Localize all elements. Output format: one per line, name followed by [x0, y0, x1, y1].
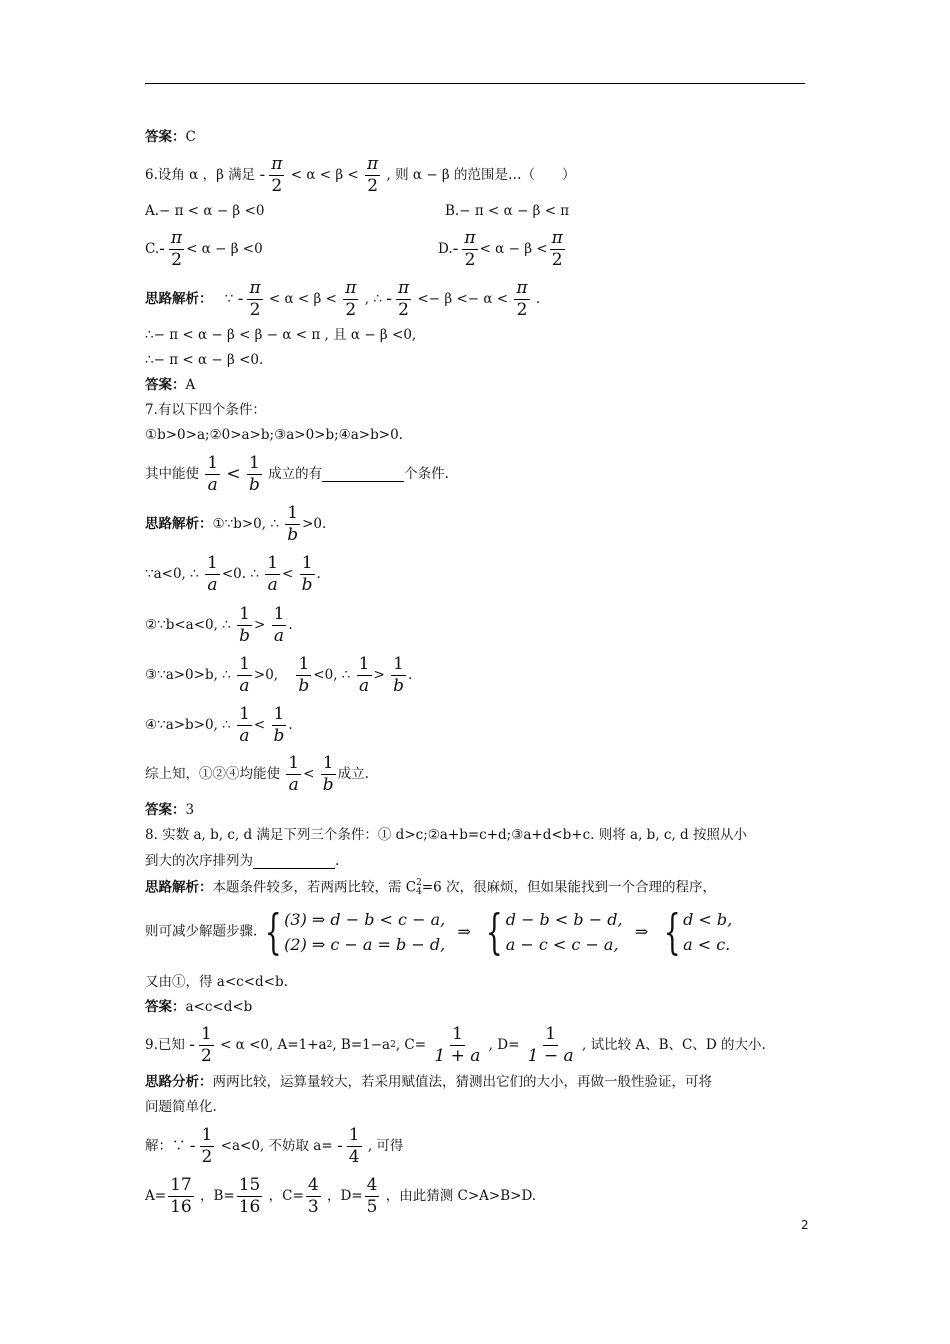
fraction: $\frac{1}{1 - a}$	[527, 1024, 574, 1066]
answer-prev: 答案：C	[145, 129, 196, 145]
fraction: $\frac{4}{5}$	[366, 1175, 378, 1217]
fraction: $\frac{1}{b}$	[273, 704, 285, 746]
q8-stem-1: 8. 实数 a, b, c, d 满足下列三个条件：① d>c;②a+b=c+d;③a+d<b+c. 则将 a, b, c, d 按照从小	[145, 827, 747, 843]
q8-solution-3: 又由①，得 a<c<d<b.	[145, 974, 288, 990]
q9-solution-1: 思路分析：两两比较，运算量较大，若采用赋值法，猜测出它们的大小，再做一般性验证，可将	[145, 1074, 712, 1090]
answer-blank	[253, 854, 335, 869]
fraction: $\frac{1}{a}$	[288, 753, 300, 795]
q6-solution-line2: ∴− π < α − β < β − α < π , 且 α − β <0,	[145, 327, 417, 343]
q6-option-c: C.- $\frac{\pi}{2}$ < α − β <0	[145, 228, 263, 270]
fraction: $\frac{1}{b}$	[239, 604, 250, 646]
fraction: $\frac{15}{16}$	[238, 1175, 261, 1217]
fraction: $\frac{1}{a}$	[273, 604, 285, 646]
fraction: $\frac{\pi}{2}$	[397, 278, 410, 320]
fraction: $\frac{\pi}{2}$	[551, 228, 563, 270]
q7-stem: 7.有以下四个条件：	[145, 402, 266, 418]
fraction: $\frac{1}{b}$	[298, 654, 310, 696]
equation-system-2: { d − b < b − d, a − c < c − a,	[486, 904, 623, 960]
q7-solution-1: 思路解析：①∵b>0, ∴ $\frac{1}{b}$ >0.	[145, 503, 327, 545]
answer-blank	[322, 467, 404, 482]
fraction: $\frac{1}{a}$	[267, 553, 279, 595]
fraction: $\frac{17}{16}$	[170, 1175, 192, 1217]
fraction: $\frac{\pi}{2}$	[367, 154, 379, 196]
fraction: $\frac{\pi}{2}$	[345, 278, 357, 320]
q6-answer: 答案：A	[145, 377, 196, 393]
fraction: $\frac{1}{b}$	[248, 453, 260, 495]
q7-solution-6: 综上知，①②④均能使 $\frac{1}{a}$ < $\frac{1}{b}$ 成立.	[145, 753, 369, 795]
equation-system-1: { (3) ⇒ d − b < c − a, (2) ⇒ c − a = b − d,	[264, 904, 446, 960]
q7-conditions: ①b>0>a;②0>a>b;③a>0>b;④a>b>0.	[145, 427, 403, 443]
q7-solution-3: ②∵b<a<0, ∴ $\frac{1}{b}$ > $\frac{1}{a}$ .	[145, 604, 293, 646]
q7-solution-4: ③∵a>0>b, ∴ $\frac{1}{a}$ >0, $\frac{1}{b}$ <0, ∴ $\frac{1}{a}$ > $\frac{1}{b}$ .	[145, 654, 413, 696]
equation-system-3: { d < b, a < c.	[663, 904, 733, 960]
q7-solution-2: ∵a<0, ∴ $\frac{1}{a}$ <0. ∴ $\frac{1}{a}$ < $\frac{1}{b}$ .	[145, 553, 321, 595]
q6-option-d: D.- $\frac{\pi}{2}$ < α − β < $\frac{\pi}{2}$	[438, 228, 563, 270]
header-rule	[145, 83, 805, 84]
q9-solution-2: 问题简单化.	[145, 1099, 217, 1115]
fraction: $\frac{\pi}{2}$	[516, 278, 528, 320]
fraction: $\frac{1}{1 + a}$	[434, 1024, 481, 1066]
fraction: $\frac{1}{2}$	[201, 1125, 213, 1167]
fraction: $\frac{1}{a}$	[239, 654, 250, 696]
q9-values: A= $\frac{17}{16}$ ，B= $\frac{15}{16}$ ，C= $\frac{4}{3}$ ，D= $\frac{4}{5}$ ，由此猜测 C>A>B>D.	[145, 1175, 537, 1217]
fraction: $\frac{1}{b}$	[322, 753, 334, 795]
fraction: $\frac{1}{a}$	[239, 704, 250, 746]
fraction: $\frac{1}{a}$	[358, 654, 370, 696]
q6-option-b: B.− π < α − β < π	[445, 203, 570, 219]
q7-question: 其中能使 $\frac{1}{a}$ < $\frac{1}{b}$ 成立的有 个条件.	[145, 453, 449, 495]
q6-option-a: A.− π < α − β <0	[145, 203, 265, 219]
fraction: $\frac{1}{b}$	[393, 654, 404, 696]
fraction: $\frac{1}{a}$	[207, 553, 218, 595]
fraction: $\frac{1}{4}$	[348, 1125, 360, 1167]
q6-solution-line3: ∴− π < α − β <0.	[145, 352, 264, 368]
fraction: $\frac{1}{a}$	[207, 453, 219, 495]
q8-solution-2: 则可减少解题步骤. { (3) ⇒ d − b < c − a, (2) ⇒ c − a = b − d, ⇒ { d − b < b − d, a − c < c − a, ⇒ { d < b, a < c.	[145, 904, 733, 960]
q6-solution: 思路解析： ∵ - $\frac{\pi}{2}$ < α < β < $\frac{\pi}{2}$ , ∴ - $\frac{\pi}{2}$ <− β <− α < $\frac{\pi}{2}$ .	[145, 278, 541, 320]
q8-solution-1: 思路解析：本题条件较多，若两两比较，需 C 2 4 =6 次，很麻烦，但如果能找到一个合理的程序，	[145, 878, 717, 897]
q8-answer: 答案：a<c<d<b	[145, 999, 253, 1015]
q7-answer: 答案：3	[145, 802, 195, 818]
fraction: $\frac{\pi}{2}$	[249, 278, 261, 320]
fraction: $\frac{\pi}{2}$	[271, 154, 283, 196]
q6-stem: 6.设角 α ，β 满足 - $\frac{\pi}{2}$ < α < β < $\frac{\pi}{2}$ , 则 α − β 的范围是…（ ）	[145, 154, 576, 196]
q7-solution-5: ④∵a>b>0, ∴ $\frac{1}{a}$ < $\frac{1}{b}$ .	[145, 704, 293, 746]
fraction: $\frac{1}{b}$	[287, 503, 299, 545]
q9-jie: 解：∵ - $\frac{1}{2}$ <a<0, 不妨取 a= - $\frac{1}{4}$ , 可得	[145, 1125, 404, 1167]
fraction: $\frac{\pi}{2}$	[170, 228, 183, 270]
fraction: $\frac{1}{b}$	[301, 553, 313, 595]
fraction: $\frac{\pi}{2}$	[464, 228, 476, 270]
q9-stem: 9.已知 - $\frac{1}{2}$ < α <0, A=1+a2, B=1−a2, C= $\frac{1}{1 + a}$ , D= $\frac{1}{1 - a}$ , 试比较 A、B、C、D 的大小.	[145, 1024, 766, 1066]
q8-stem-2: 到大的次序排列为 .	[145, 852, 340, 869]
page-number: 2	[801, 1218, 809, 1232]
fraction: $\frac{1}{2}$	[200, 1024, 212, 1066]
fraction: $\frac{4}{3}$	[307, 1175, 319, 1217]
